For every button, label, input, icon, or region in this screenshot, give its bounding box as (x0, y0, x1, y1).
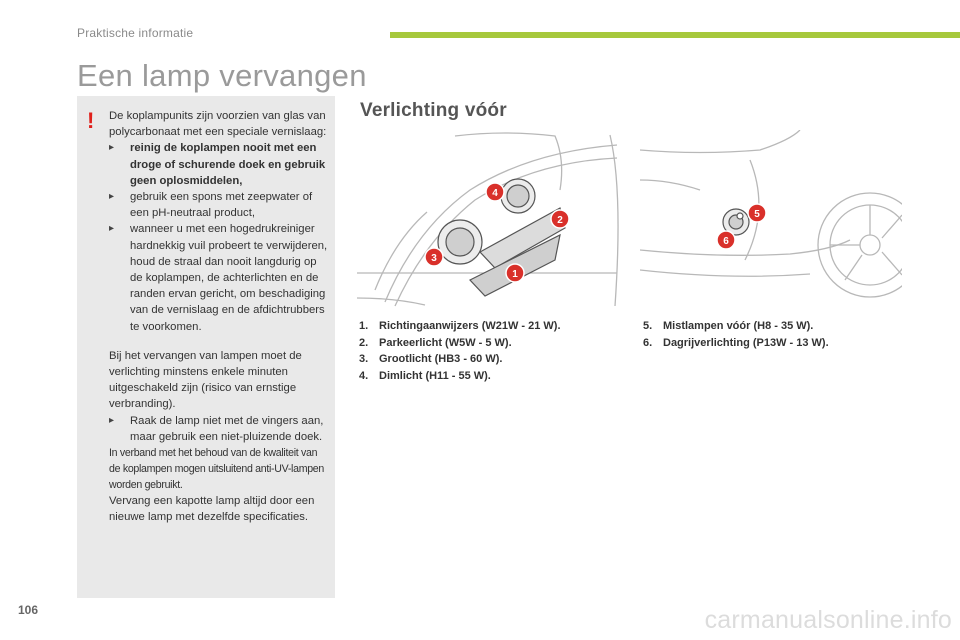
list-item-number: 2. (359, 336, 369, 349)
warning-paragraph-3: Vervang een kapotte lamp altijd door een nieuwe lamp met dezelfde specificaties. (109, 495, 315, 524)
bullet-icon: ▸ (109, 223, 115, 235)
list-item-label: Parkeerlicht (W5W - 5 W). (379, 336, 512, 349)
callout-label: 5 (754, 209, 760, 220)
warning-bullet-list-2 (109, 413, 329, 445)
list-item-label: Dagrijverlichting (P13W - 13 W). (663, 336, 829, 349)
callout-label: 3 (431, 253, 437, 264)
section-heading: Verlichting vóór (360, 100, 507, 121)
warning-box (77, 96, 335, 598)
list-item (359, 368, 561, 385)
watermark: carmanualsonline.info (704, 606, 952, 634)
list-item-number: 3. (359, 353, 369, 365)
list-item (359, 335, 561, 352)
list-item-label: Dimlicht (H11 - 55 W). (379, 369, 491, 382)
list-item-label: Mistlampen vóór (H8 - 35 W). (663, 320, 814, 332)
warning-bullet-list (109, 140, 329, 334)
list-item-number: 5. (643, 320, 653, 332)
callout-label: 2 (557, 215, 563, 226)
bullet-icon: ▸ (109, 142, 115, 154)
headlamp-illustration (355, 130, 621, 308)
page-title: Een lamp vervangen (77, 58, 367, 93)
bullet-icon: ▸ (109, 191, 115, 203)
warning-bullet-item (109, 413, 329, 445)
warning-bullet-text: reinig de koplampen nooit met een droge of schurende doek en gebruik geen oplosmiddelen, (130, 142, 326, 187)
warning-bullet-item (109, 189, 329, 221)
list-item (359, 318, 561, 335)
bulb-list-left (359, 318, 561, 384)
bulb-list-right (643, 318, 829, 351)
list-item (643, 318, 829, 335)
warning-icon: ! (87, 108, 95, 133)
section-label: Praktische informatie (77, 26, 194, 40)
page-number: 106 (18, 603, 39, 617)
list-item-number: 1. (359, 320, 369, 332)
bullet-icon: ▸ (109, 414, 115, 426)
warning-paragraph-2: Bij het vervangen van lampen moet de verlichting minstens enkele minuten uitgeschakeld zijn (risico van ernstige verbranding). (109, 349, 302, 411)
warning-bullet-text: Raak de lamp niet met de vingers aan, maar gebruik een niet-pluizende doek. (130, 414, 324, 443)
callout-label: 4 (492, 188, 498, 199)
warning-bullet-item (109, 221, 329, 334)
warning-bullet-text: wanneer u met een hogedrukreiniger hardnekkig vuil probeert te verwijderen, houd de straal dan nooit langdurig op de koplampen, de achterlichten en de randen ervan gericht, om beschadiging van de vernislaag en de afdichtrubbers te voorkomen. (130, 223, 328, 333)
list-item-number: 4. (359, 369, 369, 382)
list-item-label: Grootlicht (HB3 - 60 W). (379, 353, 503, 365)
callout-label: 6 (723, 236, 729, 247)
callout-label: 1 (512, 269, 518, 280)
warning-text (109, 108, 329, 525)
warning-intro: De koplampunits zijn voorzien van glas van polycarbonaat met een speciale vernislaag: (109, 110, 327, 139)
list-item (359, 351, 561, 368)
list-item-number: 6. (643, 336, 653, 349)
warning-bullet-text: gebruik een spons met zeepwater of een pH-neutraal product, (130, 191, 313, 220)
header-accent-bar (390, 32, 960, 38)
warning-note: In verband met het behoud van de kwaliteit van de koplampen mogen uitsluitend anti-UV-lampen worden gebruikt. (109, 447, 324, 492)
list-item-label: Richtingaanwijzers (W21W - 21 W). (379, 320, 561, 332)
warning-bullet-item (109, 140, 329, 189)
foglamp-illustration (640, 130, 902, 308)
list-item (643, 335, 829, 352)
